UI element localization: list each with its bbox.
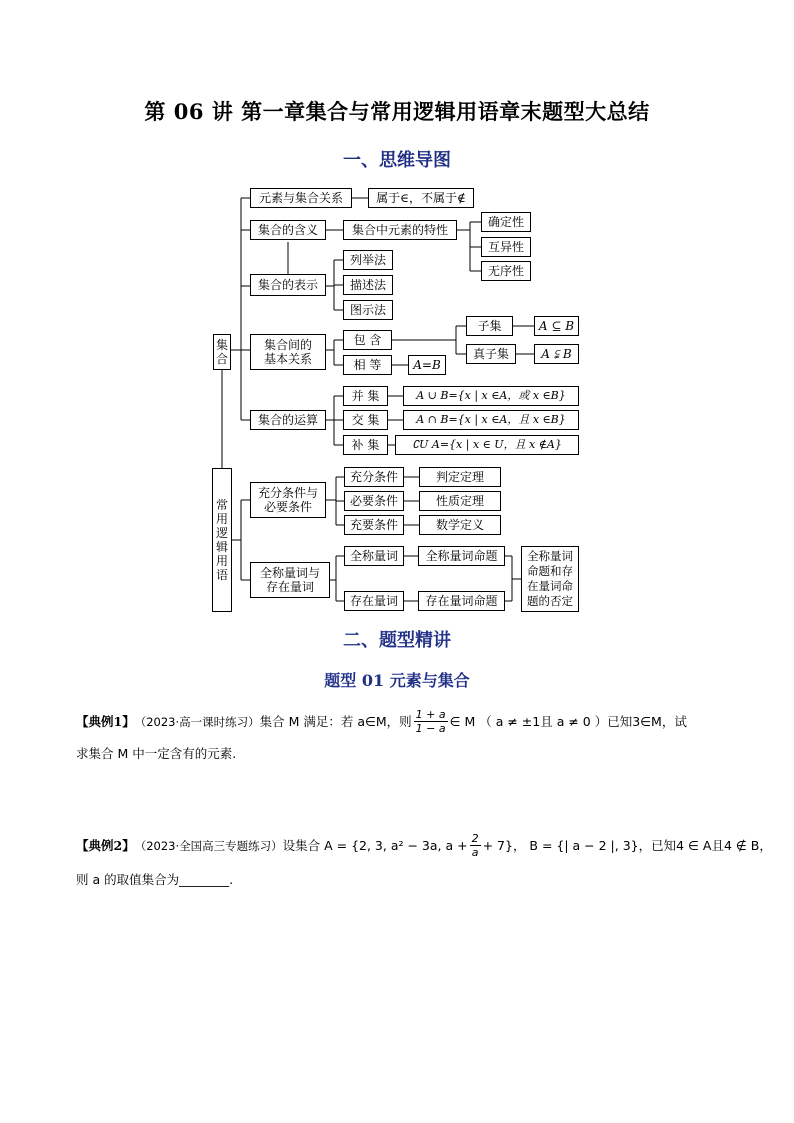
example-1-text-b: ∈ M （ a ≠ ±1且 a ≠ 0 ）已知3∈M，试 xyxy=(449,713,687,729)
example-1-text-c: 求集合 M 中一定含有的元素. xyxy=(76,746,237,761)
node-necessary-condition: 必要条件 xyxy=(344,491,404,511)
subsection-heading-elements-sets: 题型 01 元素与集合 xyxy=(324,671,470,690)
node-complement-formula: ∁U A={x | x ∈ U，且 x ∉A} xyxy=(395,435,579,455)
node-proper-subset-formula: A ⫋ B xyxy=(534,344,579,364)
node-subset: 子集 xyxy=(466,316,513,336)
node-intersection: 交 集 xyxy=(343,410,388,430)
root-node-set: 集 合 xyxy=(213,334,231,370)
node-subset-formula: A ⊆ B xyxy=(534,316,579,336)
example-2-text-a: 设集合 A = {2, 3, a² − 3a, a + xyxy=(282,837,468,853)
node-universal-proposition: 全称量词命题 xyxy=(418,546,505,566)
node-belong-relation: 属于∈，不属于∉ xyxy=(368,188,474,208)
node-equality-formula: A=B xyxy=(408,355,446,375)
node-sufficient-condition: 充分条件 xyxy=(344,467,404,487)
node-negation: 全称量词 命题和存 在量词命 题的否定 xyxy=(521,546,579,612)
node-unorderedness: 无序性 xyxy=(481,261,531,281)
example-1-label: 【典例1】 xyxy=(76,713,135,729)
example-2-text-c: 则 a 的取值集合为________. xyxy=(76,872,234,887)
example-2 xyxy=(76,832,772,889)
example-2-fraction: $\frac{2}{a}$ xyxy=(471,832,479,859)
example-1-source: （2023·高一课时练习） xyxy=(134,714,260,729)
example-1-fraction: $\frac{1 + a}{1 - a}$ xyxy=(415,708,446,735)
node-universal-quantifier: 全称量词 xyxy=(344,546,404,566)
node-decision-theorem: 判定定理 xyxy=(419,467,501,487)
example-1-text-a: 集合 M 满足：若 a∈M，则 xyxy=(259,713,412,729)
page-title: 第 06 讲 第一章集合与常用逻辑用语章末题型大总结 xyxy=(144,99,650,124)
example-2-source: （2023·全国高三专题练习） xyxy=(134,838,283,853)
node-element-relation: 元素与集合关系 xyxy=(250,188,352,208)
node-description: 描述法 xyxy=(343,275,393,295)
node-set-operations: 集合的运算 xyxy=(250,410,326,430)
node-union-formula: A ∪ B={x | x ∈A，或 x ∈B} xyxy=(403,386,579,406)
node-math-definition: 数学定义 xyxy=(419,515,501,535)
node-sufficient-necessary: 充分条件与 必要条件 xyxy=(250,482,326,518)
node-enumeration: 列举法 xyxy=(343,250,393,270)
example-1 xyxy=(76,708,726,763)
node-proper-subset: 真子集 xyxy=(466,344,516,364)
node-inclusion: 包 含 xyxy=(343,330,392,350)
node-equality: 相 等 xyxy=(343,355,392,375)
node-quantifiers: 全称量词与 存在量词 xyxy=(250,562,330,598)
node-basic-relations: 集合间的 基本关系 xyxy=(250,334,326,370)
example-2-label: 【典例2】 xyxy=(76,837,135,853)
section-heading-mindmap: 一、思维导图 xyxy=(343,150,451,171)
node-distinctness: 互异性 xyxy=(481,237,531,257)
node-definiteness: 确定性 xyxy=(481,212,531,232)
node-diagram: 图示法 xyxy=(343,300,393,320)
example-2-text-b: + 7}， B = {| a − 2 |, 3}，已知4 ∈ A且4 ∉ B， xyxy=(482,837,772,853)
section-heading-question-types: 二、题型精讲 xyxy=(343,630,451,651)
root-node-logic: 常 用 逻 辑 用 语 xyxy=(212,468,232,612)
node-element-properties: 集合中元素的特性 xyxy=(343,220,457,240)
node-union: 并 集 xyxy=(343,386,388,406)
node-intersection-formula: A ∩ B={x | x ∈A，且 x ∈B} xyxy=(403,410,579,430)
node-complement: 补 集 xyxy=(343,435,388,455)
node-iff-condition: 充要条件 xyxy=(344,515,404,535)
node-set-representation: 集合的表示 xyxy=(250,274,326,296)
node-existential-quantifier: 存在量词 xyxy=(344,591,404,611)
node-set-meaning: 集合的含义 xyxy=(250,220,326,240)
node-property-theorem: 性质定理 xyxy=(419,491,501,511)
node-existential-proposition: 存在量词命题 xyxy=(418,591,505,611)
